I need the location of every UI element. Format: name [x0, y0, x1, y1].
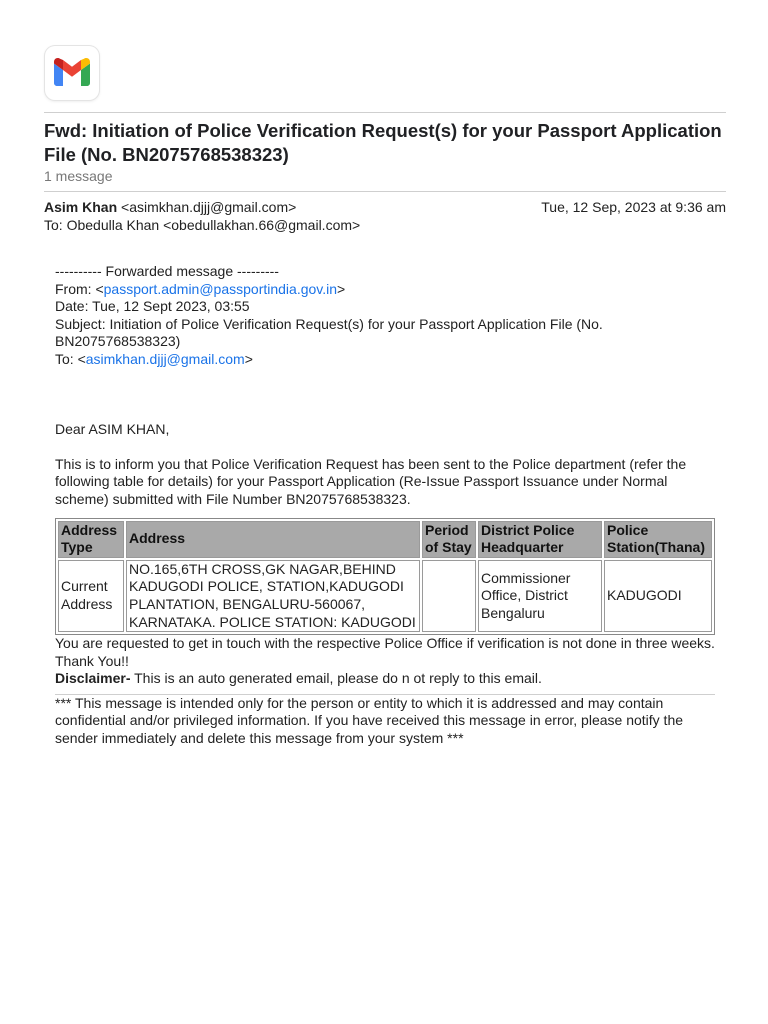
sender-line: [44, 199, 296, 215]
cell-period-of-stay: [422, 560, 476, 632]
header-district-hq: District Police Headquarter: [478, 521, 602, 558]
thread-subject: Fwd: Initiation of Police Verification Request(s) for your Passport Application File (No. BN2075768538323): [44, 120, 722, 165]
disclaimer-label: Disclaimer-: [55, 670, 131, 687]
disclaimer-text: This is an auto generated email, please do n ot reply to this email.: [130, 670, 542, 687]
header-address-type: Address Type: [58, 521, 124, 558]
greeting: Dear ASIM KHAN,: [55, 420, 170, 437]
verification-table: [55, 518, 715, 636]
header-police-station: Police Station(Thana): [604, 521, 712, 558]
cell-address: NO.165,6TH CROSS,GK NAGAR,BEHIND KADUGODI POLICE, STATION,KADUGODI PLANTATION, BENGALURU-560067, KARNATAKA. POLICE STATION: KADUGODI: [126, 560, 420, 632]
cell-police-station: KADUGODI: [604, 560, 712, 632]
table-header-row: [58, 521, 712, 558]
cell-district-hq: Commissioner Office, District Bengaluru: [478, 560, 602, 632]
cell-address-type: Current Address: [58, 560, 124, 632]
thanks: Thank You!!: [55, 652, 129, 669]
subject-divider: [44, 191, 726, 192]
gmail-logo-icon: [54, 58, 90, 86]
message-count: 1 message: [44, 168, 113, 184]
intro-paragraph: This is to inform you that Police Verification Request has been sent to the Police department (refer the following table for details) for your Passport Application (Re-Issue Passport Issuance under Normal scheme) submitted with File Number BN2075768538323.: [55, 455, 687, 507]
sender-email: <asimkhan.djjj@gmail.com>: [117, 199, 297, 215]
request-paragraph: You are requested to get in touch with the respective Police Office if verification is not done in three weeks.: [55, 635, 715, 652]
header-period-of-stay: Period of Stay: [422, 521, 476, 558]
forwarded-subject-line1: Subject: Initiation of Police Verification Request(s) for your Passport Application File (No.: [55, 315, 603, 332]
sender-name: Asim Khan: [44, 199, 118, 215]
header-divider: [44, 112, 726, 113]
confidentiality-notice: *** This message is intended only for the person or entity to which it is addressed and may contain confidential and/or privileged information. If you have received this message in error, please notify the sender immediately and delete this message from your system ***: [55, 694, 684, 747]
forwarded-header: ---------- Forwarded message ---------: [55, 263, 279, 279]
forwarded-subject-line2: BN2075768538323): [55, 333, 181, 350]
table-row: [58, 560, 712, 632]
disclaimer: [55, 670, 720, 688]
recipient-line: To: Obedulla Khan <obedullakhan.66@gmail.com>: [44, 217, 361, 233]
forwarded-from-link[interactable]: passport.admin@passportindia.gov.in: [103, 280, 338, 297]
forwarded-from: From: <passport.admin@passportindia.gov.in>: [55, 280, 346, 297]
forwarded-to: To: <asimkhan.djjj@gmail.com>: [55, 350, 253, 367]
forwarded-to-link[interactable]: asimkhan.djjj@gmail.com: [85, 350, 245, 367]
header-address: Address: [126, 521, 420, 558]
forwarded-date: Date: Tue, 12 Sept 2023, 03:55: [55, 298, 250, 315]
message-date: Tue, 12 Sep, 2023 at 9:36 am: [541, 199, 726, 215]
gmail-logo: [45, 46, 99, 100]
message-body: [55, 263, 720, 748]
